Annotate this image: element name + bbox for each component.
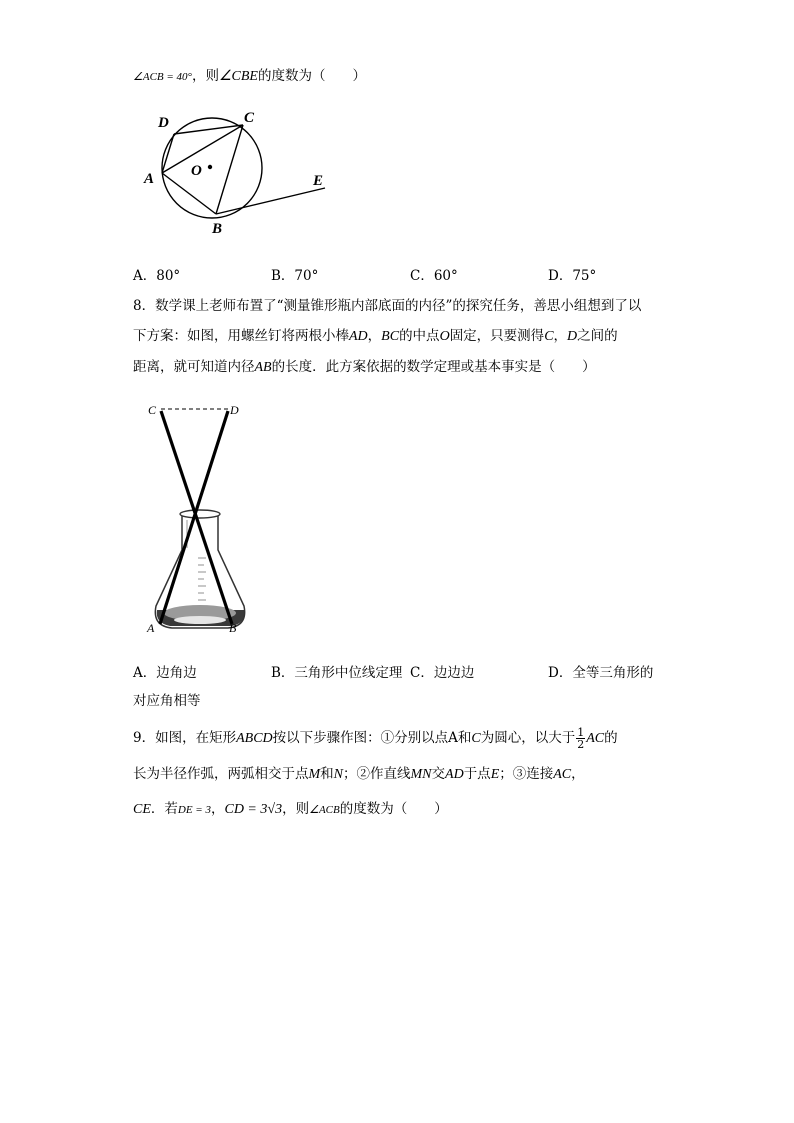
q8-option-b[interactable]: B．三角形中位线定理 <box>271 665 403 681</box>
label-a: A <box>144 171 155 187</box>
flask-mouth <box>180 510 220 518</box>
flask-base-shine <box>174 616 226 624</box>
q9-line-3: CE．若DE = 3，CD = 3√3，则∠ACB的度数为（ ） <box>133 801 448 817</box>
q7-circle-figure <box>130 95 350 245</box>
q8-line-2: 下方案：如图，用螺丝钉将两根小棒AD，BC的中点O固定，只要测得C，D之间的 <box>133 328 618 344</box>
q7-angle-cbe: ∠CBE <box>218 69 258 84</box>
q8-option-d-continued: 对应角相等 <box>133 693 201 709</box>
q8-option-a[interactable]: A．边角边 <box>133 665 197 681</box>
q7-option-d[interactable]: D．75° <box>548 268 597 284</box>
q9-line-1: 9．如图，在矩形ABCD按以下步骤作图：①分别以点A和C为圆心，以大于 $\frac{1}{2}$ AC的 <box>133 726 618 751</box>
label-o: O <box>191 163 202 179</box>
flask-graduations <box>198 558 206 600</box>
label-b: B <box>229 621 237 635</box>
q7-option-a[interactable]: A．80° <box>133 268 181 284</box>
label-c: C <box>148 403 157 417</box>
label-a: A <box>147 621 155 635</box>
q7-stem: ∠ACB = 40°，则∠CBE的度数为（ ） <box>133 68 366 84</box>
label-d: D <box>158 115 169 131</box>
q9-line-2: 长为半径作弧，两弧相交于点M和N；②作直线MN交AD于点E；③连接AC， <box>133 766 585 782</box>
center-dot <box>208 165 212 169</box>
q8-option-d[interactable]: D．全等三角形的 <box>548 665 654 681</box>
label-b: B <box>212 221 223 237</box>
segment-ba <box>162 173 216 214</box>
q7-given-angle: ∠ACB = 40° <box>133 71 192 83</box>
tangent-be <box>216 188 325 214</box>
fraction-one-half: $\frac{1}{2}$ <box>577 726 585 751</box>
q7-option-b[interactable]: B．70° <box>271 268 319 284</box>
q8-flask-figure <box>140 398 260 638</box>
q8-option-c[interactable]: C．边边边 <box>410 665 475 681</box>
label-c: C <box>244 110 255 126</box>
label-e: E <box>313 173 324 189</box>
q8-line-3: 距离，就可知道内径AB的长度．此方案依据的数学定理或基本事实是（ ） <box>133 359 596 375</box>
q7-option-c[interactable]: C．60° <box>410 268 458 284</box>
label-d: D <box>230 403 239 417</box>
q8-line-1: 8．数学课上老师布置了“测量锥形瓶内部底面的内径”的探究任务，善思小组想到了以 <box>133 298 642 314</box>
